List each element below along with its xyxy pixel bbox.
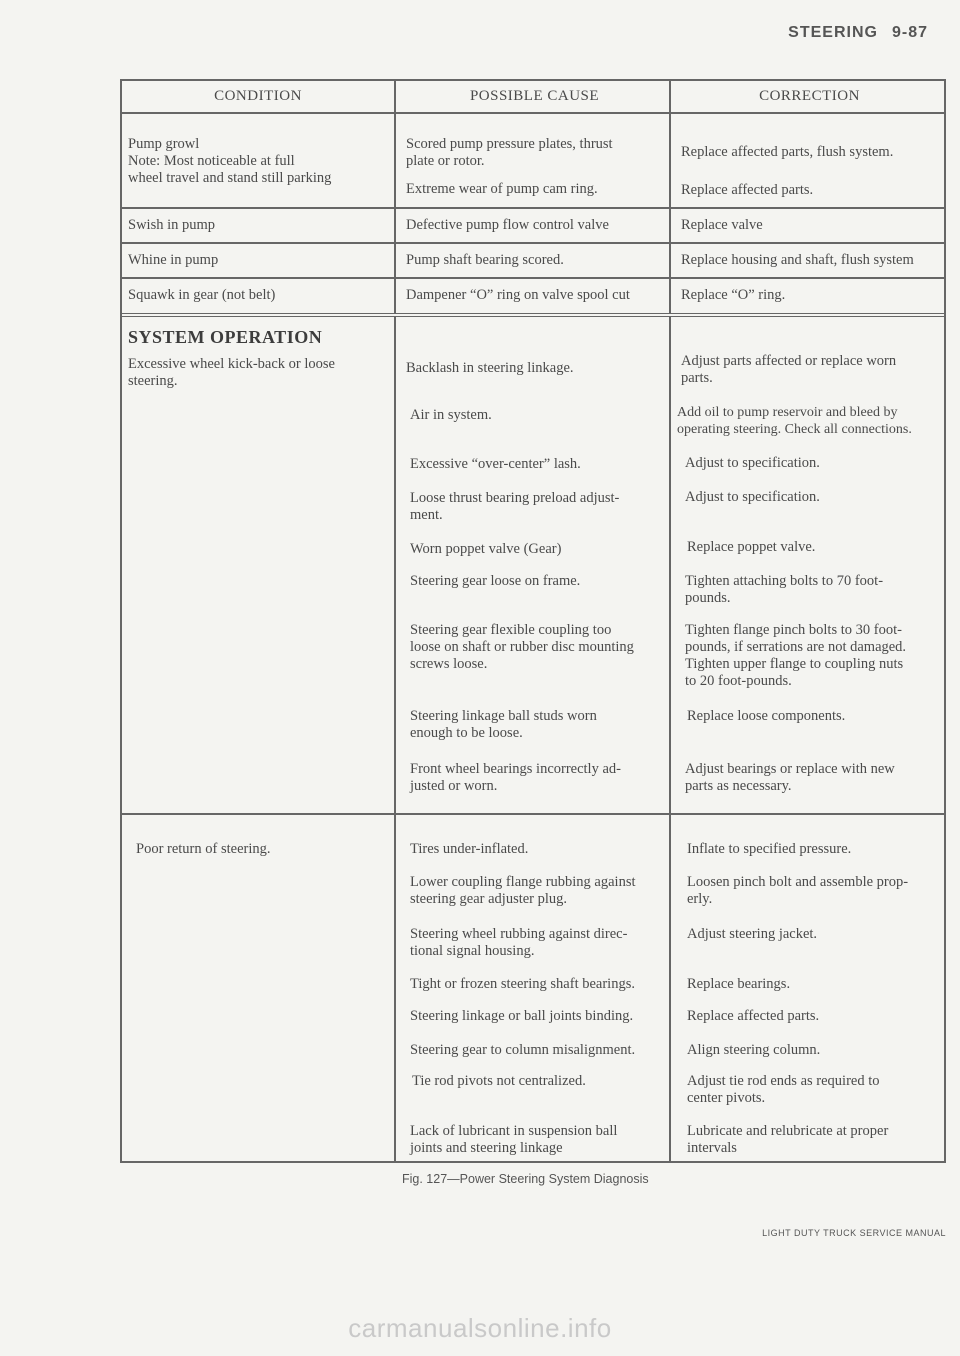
cause-text: Front wheel bearings incorrectly ad- justed or worn. (410, 761, 621, 794)
cause-text: Excessive “over-center” lash. (410, 456, 581, 472)
condition-cell: Excessive wheel kick-back or loose steering. (128, 356, 335, 389)
table-row (122, 244, 944, 279)
cause-text: Scored pump pressure plates, thrust plate or rotor. (406, 136, 613, 169)
cause-text: Worn poppet valve (Gear) (410, 541, 562, 557)
cause-text: Defective pump flow control valve (396, 209, 671, 242)
cause-text: Air in system. (410, 407, 492, 423)
correction-text: Tighten attaching bolts to 70 foot- pounds. (685, 573, 884, 606)
correction-text: Replace valve (681, 217, 763, 233)
correction-text: Tighten flange pinch bolts to 30 foot- pounds, if serrations are not damaged. Tighten upper flange to coupling nuts to 20 foot-pounds. (685, 622, 907, 689)
condition-cell: Whine in pump (122, 244, 396, 277)
correction-text: Adjust bearings or replace with new parts as necessary. (685, 761, 895, 794)
cause-text: Steering linkage ball studs worn enough to be loose. (410, 708, 597, 741)
correction-text: Adjust steering jacket. (687, 926, 818, 942)
cause-text: Lack of lubricant in suspension ball joints and steering linkage (410, 1123, 618, 1156)
correction-text: Replace “O” ring. (681, 287, 786, 303)
correction-text: Adjust to specification. (685, 489, 820, 505)
figure-caption: Fig. 127—Power Steering System Diagnosis (402, 1172, 649, 1186)
correction-text: Replace housing and shaft, flush system (681, 252, 914, 268)
column-header-correction: CORRECTION (759, 88, 860, 104)
table-row (122, 209, 944, 244)
table-row (122, 279, 944, 317)
cause-text: Steering wheel rubbing against direc- tional signal housing. (410, 926, 628, 959)
correction-text: Align steering column. (687, 1042, 821, 1058)
correction-text: Replace poppet valve. (687, 539, 816, 555)
condition-cell: Swish in pump (122, 209, 396, 242)
correction-text: Adjust parts affected or replace worn parts. (681, 353, 897, 386)
correction-text: Adjust to specification. (685, 455, 820, 471)
cause-text: Pump shaft bearing scored. (396, 244, 671, 277)
cause-text: Loose thrust bearing preload adjust- ment. (410, 490, 620, 523)
correction-text: Add oil to pump reservoir and bleed by operating steering. Check all connections. (677, 405, 912, 437)
cause-text: Tight or frozen steering shaft bearings. (410, 976, 635, 992)
cause-text: Steering gear to column misalignment. (410, 1042, 636, 1058)
table-row-kickback (122, 317, 944, 815)
correction-text: Loosen pinch bolt and assemble prop- erly. (687, 874, 909, 907)
column-header-cause: POSSIBLE CAUSE (396, 81, 671, 112)
condition-cell: Poor return of steering. (136, 841, 271, 857)
running-head (788, 24, 928, 42)
cause-text: Lower coupling flange rubbing against steering gear adjuster plug. (410, 874, 636, 907)
section-name: STEERING (788, 24, 878, 41)
cause-text: Steering linkage or ball joints binding. (410, 1008, 634, 1024)
section-title: SYSTEM OPERATION (128, 327, 323, 347)
correction-text: Inflate to specified pressure. (687, 841, 852, 857)
table-header-row (122, 81, 944, 114)
cause-text: Backlash in steering linkage. (406, 360, 574, 376)
cause-text: Steering gear flexible coupling too loose on shaft or rubber disc mounting screws loose. (410, 622, 634, 672)
correction-text: Replace loose components. (687, 708, 846, 724)
watermark: carmanualsonline.info (348, 1313, 612, 1343)
correction-text: Replace affected parts. (687, 1008, 820, 1024)
cause-text: Tires under-inflated. (410, 841, 529, 857)
page-number: 9-87 (891, 24, 928, 41)
column-header-condition: CONDITION (122, 81, 396, 112)
condition-cell: Pump growl Note: Most noticeable at full wheel travel and stand still parking (122, 114, 396, 207)
manual-footer: LIGHT DUTY TRUCK SERVICE MANUAL (762, 1228, 946, 1238)
diagnosis-table (120, 79, 946, 1163)
cause-text: Dampener “O” ring on valve spool cut (396, 279, 671, 313)
correction-text: Adjust tie rod ends as required to center pivots. (687, 1073, 880, 1106)
correction-text: Lubricate and relubricate at proper intervals (687, 1123, 889, 1156)
cause-text: Steering gear loose on frame. (410, 573, 581, 589)
correction-text: Replace affected parts, flush system. (681, 144, 894, 160)
table-row (122, 114, 944, 209)
correction-text: Replace affected parts. (681, 182, 814, 198)
cause-text: Tie rod pivots not centralized. (412, 1073, 586, 1089)
cause-text: Extreme wear of pump cam ring. (406, 181, 598, 197)
condition-cell: Squawk in gear (not belt) (122, 279, 396, 313)
correction-text: Replace bearings. (687, 976, 791, 992)
table-row-poor-return (122, 815, 944, 1161)
